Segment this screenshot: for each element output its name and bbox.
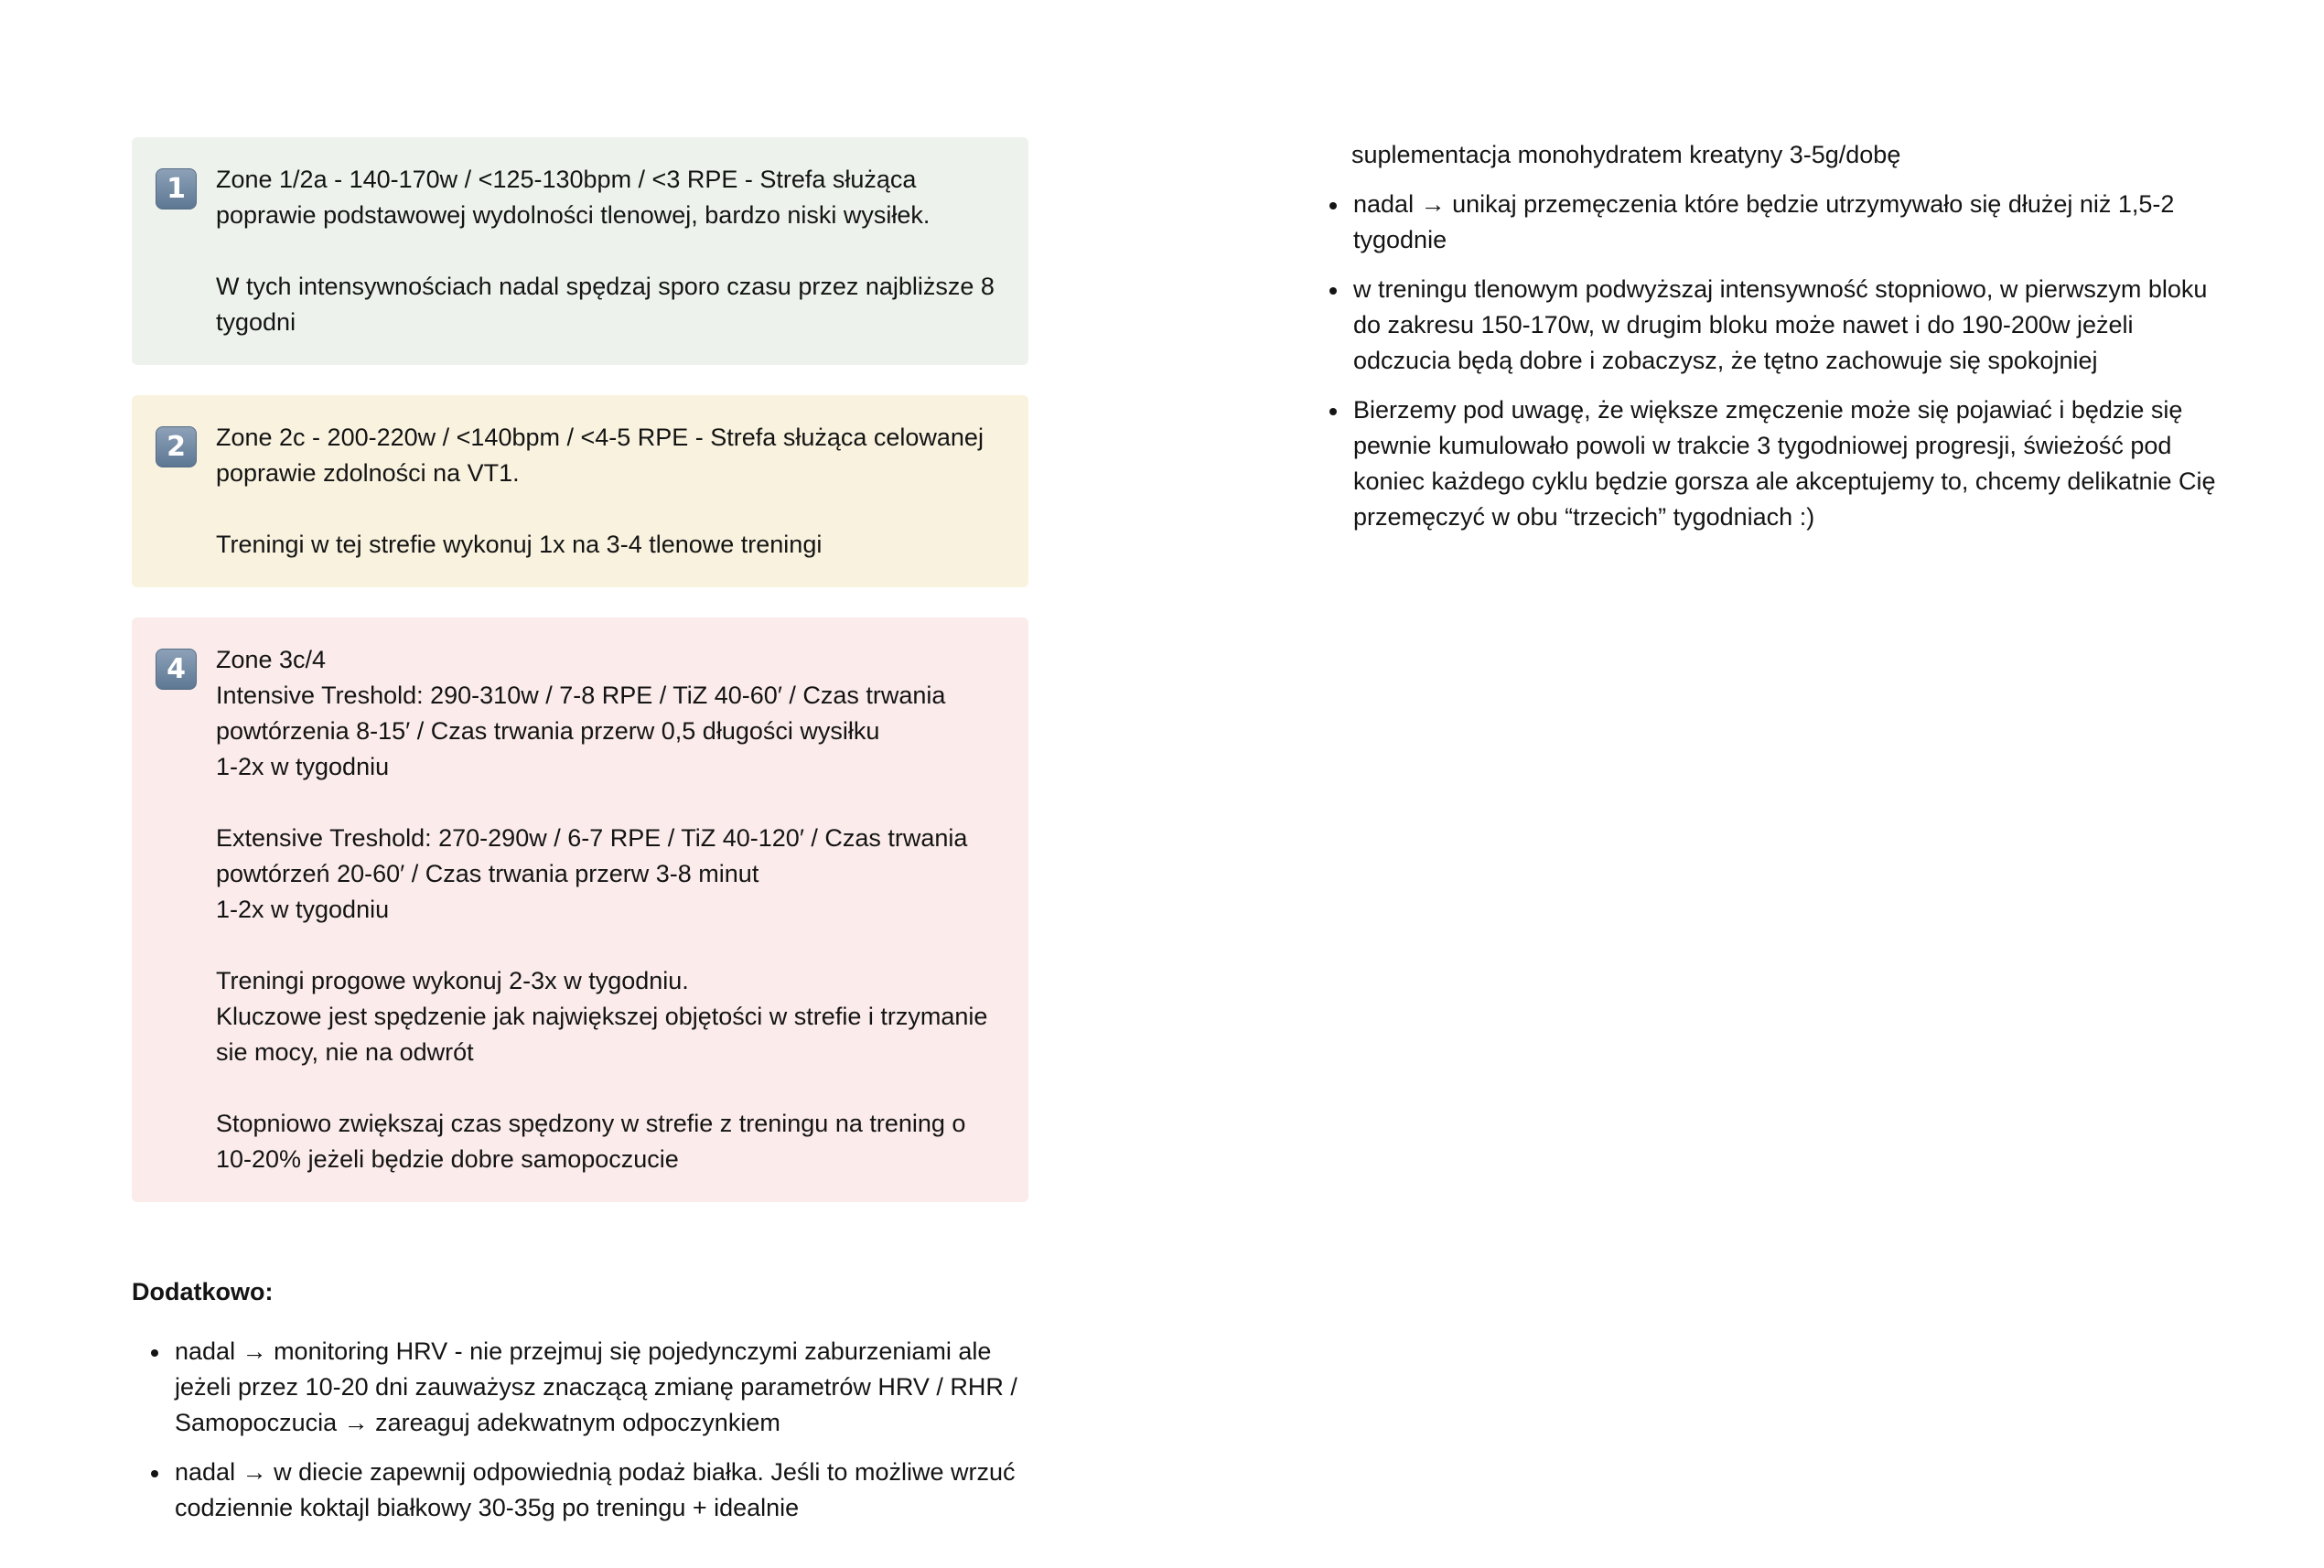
list-item: w treningu tlenowym podwyższaj intensywność stopniowo, w pierwszym bloku do zakresu 150-170w, w drugim bloku może nawet i do 190-200w jeżeli odczucia będą dobre i zobaczysz, że tętno zachowuje się spokojniej [1327,272,2223,379]
callout-text: Kluczowe jest spędzenie jak największej objętości w strefie i trzymanie sie mocy, nie na odwrót [216,1003,988,1066]
callout-text: Treningi w tej strefie wykonuj 1x na 3-4 tlenowe treningi [216,531,823,558]
additional-list-continued [1327,187,2223,535]
list-item: nadal → w diecie zapewnij odpowiednią podaż białka. Jeśli to możliwe wrzuć codziennie koktajl białkowy 30-35g po treningu + idealnie [148,1455,1027,1526]
list-item: Bierzemy pod uwagę, że większe zmęczenie może się pojawiać i będzie się pewnie kumulowało powoli w trakcie 3 tygodniowej progresji, świeżość pod koniec każdego cyklu będzie gorsza ale akceptujemy to, chcemy delikatnie Cię przemęczyć w obu “trzecich” tygodniach :) [1327,392,2223,535]
callout-zone-2c [132,395,1028,587]
callout-text: W tych intensywnościach nadal spędzaj sporo czasu przez najbliższe 8 tygodni [216,273,995,336]
left-column [132,137,1028,1232]
callout-text: Stopniowo zwiększaj czas spędzony w strefie z treningu na trening o 10-20% jeżeli będzie dobre samopoczucie [216,1110,966,1173]
frequency-text: 1-2x w tygodniu [216,896,390,923]
callout-text: Treningi progowe wykonuj 2-3x w tygodniu. [216,967,689,994]
frequency-text: 1-2x w tygodniu [216,753,390,780]
callout-zone-1-2a [132,137,1028,365]
callout-zone-3c-4 [132,618,1028,1202]
list-item: nadal → monitoring HRV - nie przejmuj się pojedynczymi zaburzeniami ale jeżeli przez 10-20 dni zauważysz znaczącą zmianę parametrów HRV / RHR / Samopoczucia → zareaguj adekwatnym odpoczynkiem [148,1334,1027,1441]
callout-text: Zone 2c - 200-220w / <140bpm / <4-5 RPE - Strefa służąca celowanej poprawie zdolności na VT1. [216,424,984,487]
zone-title: Zone 3c/4 [216,646,327,673]
intensive-threshold-text: Intensive Treshold: 290-310w / 7-8 RPE / TiZ 40-60′ / Czas trwania powtórzenia 8-15′ / Czas trwania przerw 0,5 długości wysiłku [216,682,946,745]
right-column [1327,137,2223,549]
list-item: nadal → unikaj przemęczenia które będzie utrzymywało się dłużej niż 1,5-2 tygodnie [1327,187,2223,258]
keycap-four-icon: 4 [156,649,197,690]
list-item-continuation: suplementacja monohydratem kreatyny 3-5g/dobę [1351,141,1901,168]
section-heading: Dodatkowo: [132,1278,274,1305]
keycap-one-icon: 1 [156,168,197,209]
keycap-two-icon: 2 [156,426,197,467]
extensive-threshold-text: Extensive Treshold: 270-290w / 6-7 RPE / TiZ 40-120′ / Czas trwania powtórzeń 20-60′ / Czas trwania przerw 3-8 minut [216,824,968,887]
additional-list [148,1334,1027,1540]
callout-text: Zone 1/2a - 140-170w / <125-130bpm / <3 RPE - Strefa służąca poprawie podstawowej wydolności tlenowej, bardzo niski wysiłek. [216,166,931,229]
